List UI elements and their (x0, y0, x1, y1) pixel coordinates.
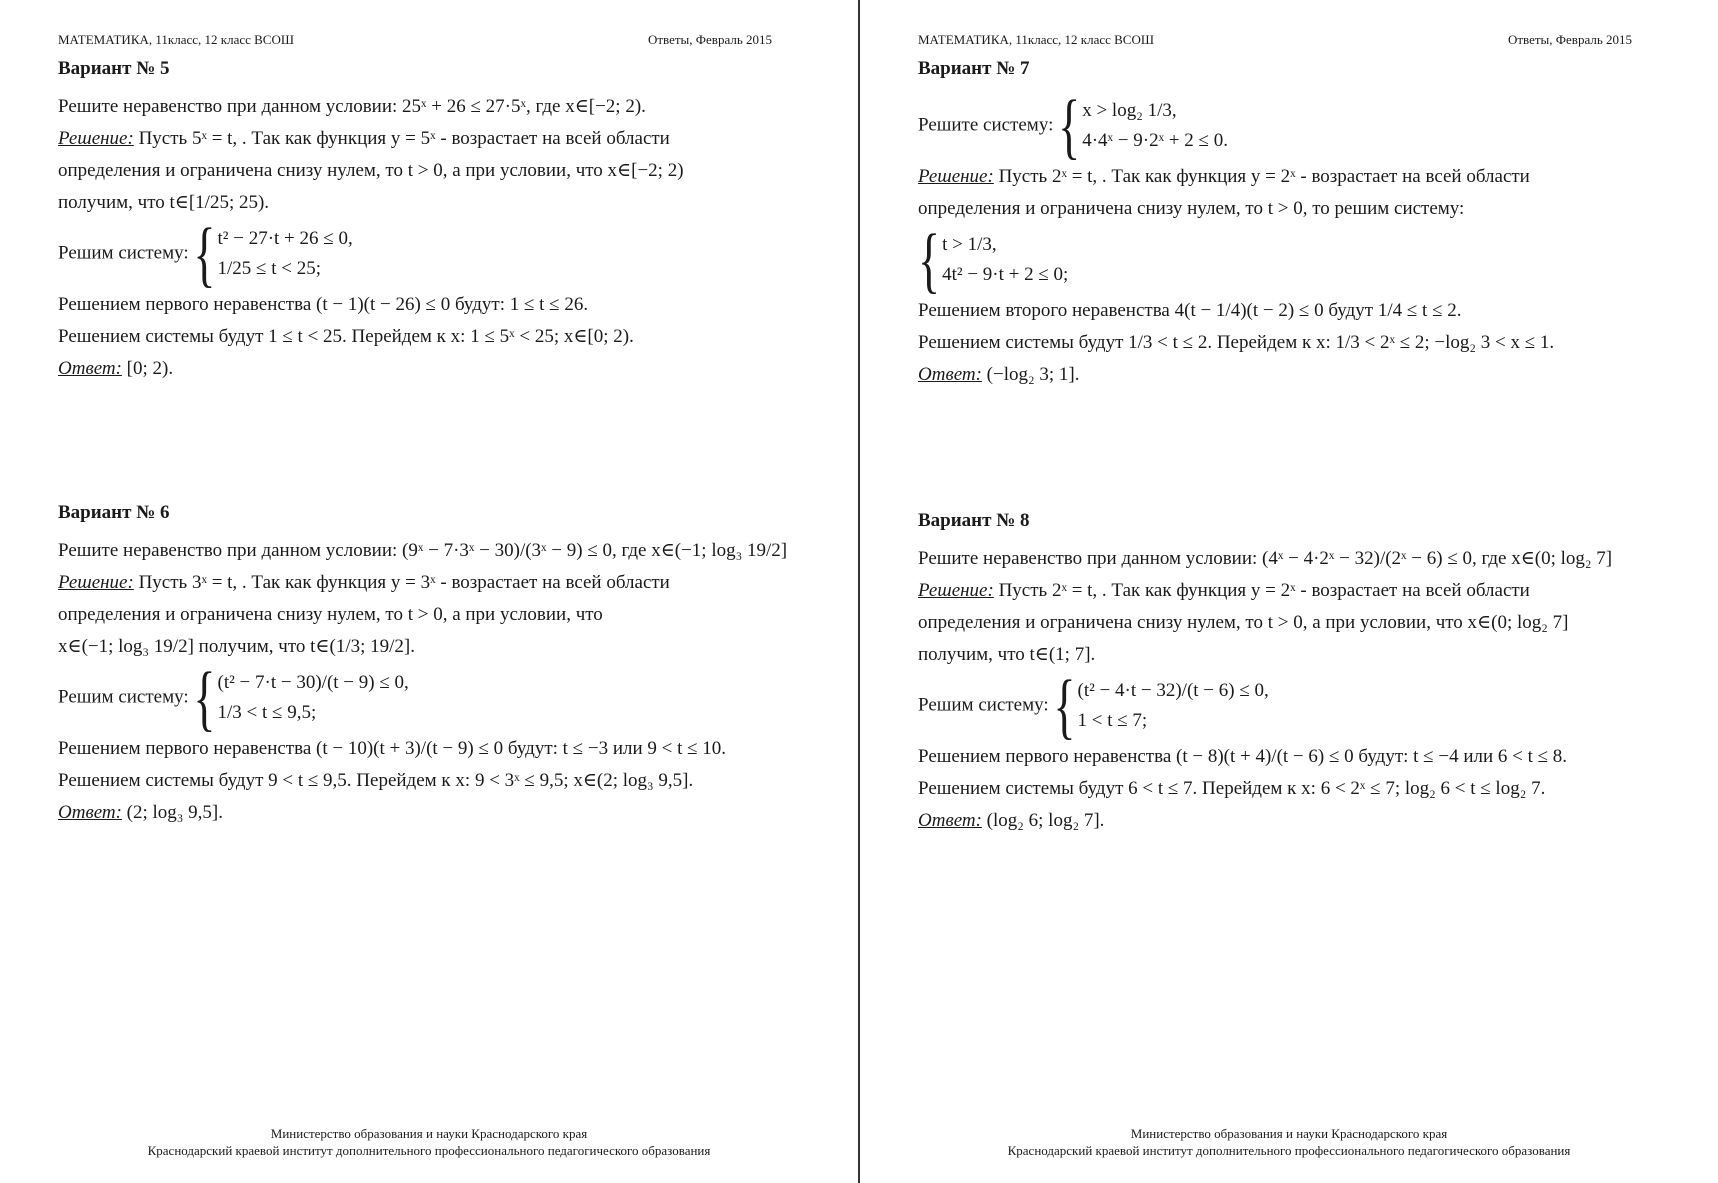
header-date: Ответы, Февраль 2015 (1507, 32, 1632, 47)
solution-text: Пусть 5ˣ = t, . Так как функция y = 5ˣ - возрастает на всей области (138, 128, 670, 149)
solution-label: Решение: (918, 580, 994, 601)
page-header (918, 32, 1632, 48)
system-block (918, 664, 1658, 746)
task-block (918, 84, 1658, 166)
system-label: Решим систему: (918, 694, 1049, 716)
variant-title: Вариант № 8 (918, 510, 1030, 531)
header-subject: МАТЕМАТИКА, 11класс, 12 класс ВСОШ (58, 32, 294, 47)
result-line: Решением системы будут 1 ≤ t < 25. Перейдем к x: 1 ≤ 5ˣ < 25; x∈[0; 2). (58, 326, 634, 347)
footer-institute: Краснодарский краевой институт дополнительного профессионального педагогического образования (1007, 1143, 1571, 1158)
answer-label: Ответ: (918, 364, 982, 385)
equation-system (1053, 664, 1269, 746)
page-left (0, 0, 858, 1183)
answer-line (918, 808, 1658, 834)
task-text: Решите неравенство при данном условии: (4ˣ − 4·2ˣ − 32)/(2ˣ − 6) ≤ 0, где x∈(0; log₂ 7] (918, 548, 1613, 569)
footer-institute: Краснодарский краевой институт дополнительного профессионального педагогического образования (147, 1143, 711, 1158)
footer-ministry: Министерство образования и науки Краснодарского края (1130, 1126, 1448, 1141)
variant-title: Вариант № 7 (918, 58, 1030, 79)
brace-icon: { (1058, 84, 1081, 166)
result-line: Решением системы будут 9 < t ≤ 9,5. Перейдем к x: 9 < 3ˣ ≤ 9,5; x∈(2; log₃ 9,5]. (58, 770, 694, 791)
answer-value: (2; log₃ 9,5]. (126, 802, 224, 823)
solution-label: Решение: (58, 128, 134, 149)
answer-line (58, 356, 798, 382)
task-label: Решите систему: (918, 114, 1054, 136)
solution-text: определения и ограничена снизу нулем, то t > 0, а при условии, что x∈(0; log₂ 7] (918, 612, 1569, 633)
solution-text: получим, что t∈[1/25; 25). (58, 192, 270, 213)
system-row: 4t² − 9·t + 2 ≤ 0; (942, 264, 1069, 285)
answer-line (58, 800, 798, 826)
brace-icon: { (918, 218, 941, 300)
system-row: (t² − 4·t − 32)/(t − 6) ≤ 0, (1077, 680, 1269, 701)
solution-text: Пусть 3ˣ = t, . Так как функция y = 3ˣ - возрастает на всей области (138, 572, 670, 593)
header-subject: МАТЕМАТИКА, 11класс, 12 класс ВСОШ (918, 32, 1154, 47)
solution-line (918, 164, 1658, 190)
solution-line (58, 126, 798, 152)
result-line: Решением первого неравенства (t − 10)(t + 3)/(t − 9) ≤ 0 будут: t ≤ −3 или 9 < t ≤ 10. (58, 738, 727, 759)
header-date: Ответы, Февраль 2015 (647, 32, 772, 47)
answer-label: Ответ: (58, 802, 122, 823)
system-row: 4·4ˣ − 9·2ˣ + 2 ≤ 0. (1082, 130, 1228, 151)
system-block (58, 212, 798, 294)
brace-icon: { (1053, 664, 1076, 746)
answer-label: Ответ: (58, 358, 122, 379)
system-block (918, 218, 1658, 300)
answer-value: (−log₂ 3; 1]. (986, 364, 1080, 385)
footer-ministry: Министерство образования и науки Краснодарского края (270, 1126, 588, 1141)
result-line: Решением первого неравенства (t − 1)(t − 26) ≤ 0 будут: 1 ≤ t ≤ 26. (58, 294, 589, 315)
solution-text: x∈(−1; log₃ 19/2] получим, что t∈(1/3; 19/2]. (58, 636, 415, 657)
solution-line (918, 578, 1658, 604)
brace-icon: { (193, 656, 216, 738)
system-block (58, 656, 798, 738)
task-text: Решите неравенство при данном условии: (9ˣ − 7·3ˣ − 30)/(3ˣ − 9) ≤ 0, где x∈(−1; log₃ 19/2] (58, 540, 788, 561)
solution-text: определения и ограничена снизу нулем, то t > 0, а при условии, что x∈[−2; 2) (58, 160, 684, 181)
solution-text: определения и ограничена снизу нулем, то t > 0, а при условии, что (58, 604, 603, 625)
system-row: (t² − 7·t − 30)/(t − 9) ≤ 0, (217, 672, 409, 693)
answer-value: [0; 2). (126, 358, 174, 379)
solution-line (58, 570, 798, 596)
variant-5 (58, 56, 798, 388)
task-text: Решите неравенство при данном условии: 25ˣ + 26 ≤ 27·5ˣ, где x∈[−2; 2). (58, 96, 646, 117)
brace-icon: { (193, 212, 216, 294)
equation-system (1058, 84, 1228, 166)
solution-text: определения и ограничена снизу нулем, то t > 0, то решим систему: (918, 198, 1465, 219)
variant-title: Вариант № 6 (58, 502, 170, 523)
result-line: Решением первого неравенства (t − 8)(t + 4)/(t − 6) ≤ 0 будут: t ≤ −4 или 6 < t ≤ 8. (918, 746, 1568, 767)
equation-system (193, 656, 409, 738)
result-line: Решением системы будут 6 < t ≤ 7. Перейдем к x: 6 < 2ˣ ≤ 7; log₂ 6 < t ≤ log₂ 7. (918, 778, 1546, 799)
page-header (58, 32, 772, 48)
solution-text: Пусть 2ˣ = t, . Так как функция y = 2ˣ - возрастает на всей области (998, 580, 1530, 601)
solution-label: Решение: (918, 166, 994, 187)
system-row: 1/3 < t ≤ 9,5; (217, 702, 317, 723)
system-label: Решим систему: (58, 242, 189, 264)
answer-line (918, 362, 1658, 388)
page-footer (860, 1125, 1718, 1159)
system-row: t² − 27·t + 26 ≤ 0, (217, 228, 353, 249)
answer-label: Ответ: (918, 810, 982, 831)
result-line: Решением системы будут 1/3 < t ≤ 2. Перейдем к x: 1/3 < 2ˣ ≤ 2; −log₂ 3 < x ≤ 1. (918, 332, 1555, 353)
result-line: Решением второго неравенства 4(t − 1/4)(t − 2) ≤ 0 будут 1/4 ≤ t ≤ 2. (918, 300, 1462, 321)
system-row: t > 1/3, (942, 234, 997, 255)
solution-text: получим, что t∈(1; 7]. (918, 644, 1096, 665)
solution-text: Пусть 2ˣ = t, . Так как функция y = 2ˣ - возрастает на всей области (998, 166, 1530, 187)
equation-system (918, 218, 1069, 300)
variant-6 (58, 500, 798, 832)
solution-label: Решение: (58, 572, 134, 593)
equation-system (193, 212, 353, 294)
system-row: 1/25 ≤ t < 25; (217, 258, 321, 279)
variant-7 (918, 56, 1658, 394)
page-footer (0, 1125, 858, 1159)
variant-title: Вариант № 5 (58, 58, 170, 79)
answer-value: (log₂ 6; log₂ 7]. (986, 810, 1105, 831)
variant-8 (918, 508, 1658, 840)
page-right (860, 0, 1718, 1183)
system-row: x > log₂ 1/3, (1082, 100, 1177, 121)
system-label: Решим систему: (58, 686, 189, 708)
system-row: 1 < t ≤ 7; (1077, 710, 1148, 731)
